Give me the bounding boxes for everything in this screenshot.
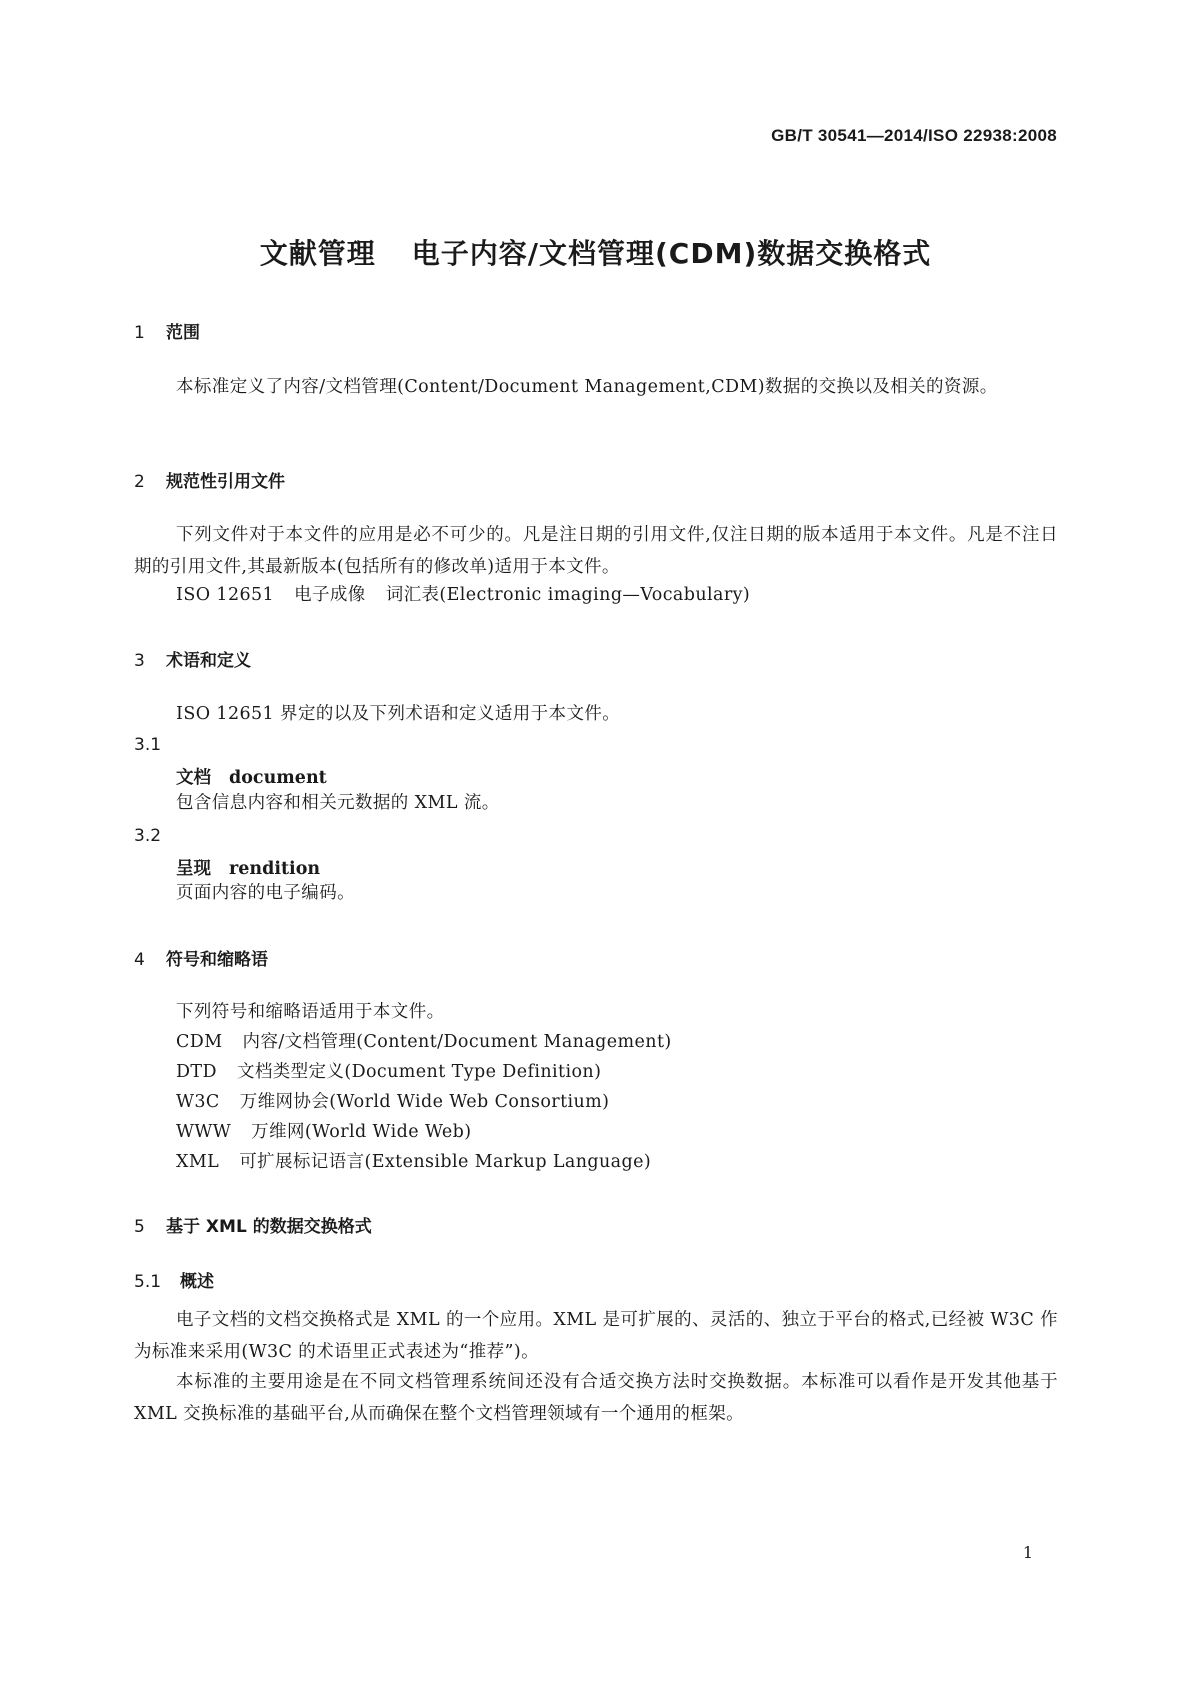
title-part-2: 电子内容/文档管理(CDM)数据交换格式 (411, 237, 932, 270)
reference-title-rest: 词汇表(Electronic imaging—Vocabulary) (385, 585, 751, 605)
section-5-1-paragraph-2: 本标准的主要用途是在不同文档管理系统间还没有合适交换方法时交换数据。本标准可以看作是开发其他基于 XML 交换标准的基础平台,从而确保在整个文档管理领域有一个通用的框架。 (134, 1372, 1058, 1424)
document-title (0, 232, 1191, 272)
abbreviation: XML (176, 1152, 220, 1172)
reference-code: ISO 12651 (176, 585, 275, 605)
section-3-heading (134, 646, 251, 671)
section-number: 2 (134, 472, 145, 492)
term-number: 3.2 (134, 826, 162, 846)
term-en: rendition (229, 859, 321, 879)
term-zh: 文档 (176, 768, 211, 788)
abbreviation-item (176, 1056, 601, 1088)
section-number: 5 (134, 1217, 145, 1237)
term-definition: 包含信息内容和相关元数据的 XML 流。 (176, 793, 500, 813)
section-number: 4 (134, 950, 145, 970)
section-5-heading (134, 1212, 372, 1237)
abbreviation-item (176, 1116, 472, 1148)
section-4-paragraph: 下列符号和缩略语适用于本文件。 (176, 1002, 445, 1022)
section-4-heading (134, 945, 268, 970)
section-title: 规范性引用文件 (166, 472, 285, 492)
section-5-1-paragraph-1: 电子文档的文档交换格式是 XML 的一个应用。XML 是可扩展的、灵活的、独立于平台的格式,已经被 W3C 作为标准来采用(W3C 的术语里正式表述为“推荐”)。 (134, 1310, 1058, 1362)
abbreviation-item (176, 1026, 672, 1058)
section-2-heading (134, 467, 285, 492)
abbreviation-item (176, 1086, 609, 1118)
section-number: 5.1 (134, 1272, 162, 1292)
section-title: 范围 (166, 323, 200, 343)
abbreviation: W3C (176, 1092, 220, 1112)
term-heading (176, 764, 327, 789)
section-1-heading (134, 318, 200, 343)
reference-title-zh: 电子成像 (294, 585, 366, 605)
abbreviation-description: 万维网协会(World Wide Web Consortium) (239, 1092, 610, 1112)
section-2-paragraph: 下列文件对于本文件的应用是必不可少的。凡是注日期的引用文件,仅注日期的版本适用于本文件。凡是不注日期的引用文件,其最新版本(包括所有的修改单)适用于本文件。 (134, 525, 1058, 577)
section-3-paragraph: ISO 12651 界定的以及下列术语和定义适用于本文件。 (176, 704, 621, 724)
term-number: 3.1 (134, 735, 162, 755)
section-1-paragraph: 本标准定义了内容/文档管理(Content/Document Management,CDM)数据的交换以及相关的资源。 (176, 377, 998, 397)
abbreviation-description: 可扩展标记语言(Extensible Markup Language) (239, 1152, 652, 1172)
section-number: 3 (134, 651, 145, 671)
section-title: 概述 (180, 1272, 214, 1292)
normative-reference (176, 579, 750, 611)
section-number: 1 (134, 323, 145, 343)
abbreviation: DTD (176, 1062, 217, 1082)
title-part-1: 文献管理 (259, 237, 376, 270)
page-number: 1 (1022, 1543, 1033, 1562)
abbreviation: WWW (176, 1122, 232, 1142)
abbreviation: CDM (176, 1032, 223, 1052)
abbreviation-description: 内容/文档管理(Content/Document Management) (242, 1032, 672, 1052)
section-5-1-heading (134, 1267, 214, 1292)
abbreviation-description: 文档类型定义(Document Type Definition) (236, 1062, 602, 1082)
term-definition: 页面内容的电子编码。 (176, 883, 355, 903)
term-zh: 呈现 (176, 859, 211, 879)
section-title: 基于 XML 的数据交换格式 (166, 1217, 372, 1237)
abbreviation-item (176, 1146, 651, 1178)
section-title: 术语和定义 (166, 651, 251, 671)
section-title: 符号和缩略语 (166, 950, 268, 970)
standard-code: GB/T 30541—2014/ISO 22938:2008 (771, 126, 1057, 145)
abbreviation-description: 万维网(World Wide Web) (251, 1122, 472, 1142)
term-en: document (229, 768, 327, 788)
